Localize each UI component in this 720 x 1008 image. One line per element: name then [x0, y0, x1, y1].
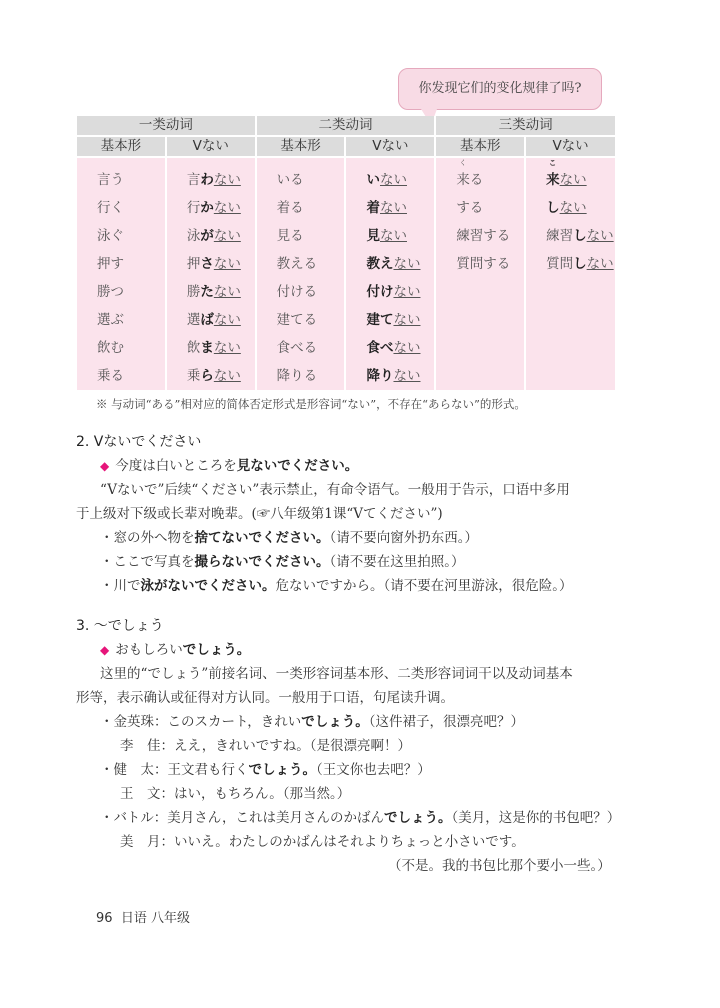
nai-form-cell — [345, 222, 435, 250]
nai-suffix — [214, 172, 241, 188]
text-segment: 3. ～でしょう — [76, 618, 164, 634]
book-title: 日语 八年级 — [120, 911, 190, 926]
nai-suffix — [380, 200, 407, 216]
text-segment: 于上级对下级或长辈对晚辈。(☞八年级第1课“Vてください”) — [76, 506, 443, 522]
stem — [187, 200, 201, 216]
base-form-text: 押す — [97, 256, 124, 272]
text-segment: ・川で — [100, 578, 141, 594]
changed-part — [200, 312, 214, 328]
section-heading — [76, 433, 201, 451]
changed-part-text: 着 — [366, 200, 380, 216]
base-form-cell — [76, 157, 166, 194]
text-segment: ・ここで写真を — [100, 554, 195, 570]
stem — [187, 228, 201, 244]
nai-form-cell — [525, 250, 615, 278]
changed-part-text: 降り — [366, 368, 394, 384]
grammar-highlight: 捨てないでください。 — [194, 530, 330, 546]
stem — [187, 256, 201, 272]
grammar-highlight: でしょう。 — [384, 810, 452, 826]
base-form-text: 行く — [97, 200, 124, 216]
nai-form-cell — [525, 334, 615, 362]
base-form-cell — [435, 250, 525, 278]
base-form — [97, 228, 124, 244]
base-form-cell — [435, 157, 525, 194]
text-segment: 今度は白いところを — [115, 458, 237, 474]
text-line — [100, 761, 431, 779]
changed-part-text: ま — [200, 340, 214, 356]
base-form — [97, 368, 124, 384]
nai-suffix — [587, 228, 614, 244]
nai-suffix-text: ない — [379, 172, 407, 188]
nai-form-cell — [345, 278, 435, 306]
text-segment: ・バトル：美月さん，これは美月さんのかばん — [100, 810, 385, 826]
stem-text: 飲 — [186, 340, 201, 356]
base-form-cell — [435, 278, 525, 306]
base-form-cell — [256, 157, 346, 194]
text-segment: （不是。我的书包比那个要小一些。） — [388, 858, 611, 874]
changed-part — [200, 172, 214, 188]
stem-text: 行 — [186, 200, 201, 216]
text-segment: 形等，表示确认或征得对方认同。一般用于口语，句尾读升调。 — [76, 690, 454, 706]
base-form-cell — [76, 334, 166, 362]
nai-suffix-text: ない — [393, 312, 421, 328]
changed-part-text: い — [366, 172, 380, 188]
base-form-cell — [435, 362, 525, 390]
changed-part — [366, 340, 393, 356]
table-row — [76, 250, 615, 278]
changed-part — [573, 228, 587, 244]
subheader: 基本形 — [76, 136, 166, 157]
base-form-text: 質問する — [456, 256, 511, 272]
stem-text: 選 — [186, 312, 201, 328]
subheader-row — [76, 136, 615, 157]
stem-text: 練習 — [546, 228, 574, 244]
footnote: ※ 与动词“ある”相对应的简体否定形式是形容词“ない”，不存在“あらない”的形式。 — [96, 397, 526, 411]
stem — [546, 256, 573, 272]
text-segment: 这里的“でしょう”前接名词、一类形容词基本形、二类形容词词干以及动词基本 — [100, 666, 573, 682]
changed-part — [200, 228, 214, 244]
text-segment: “Vないで”后续“ください”表示禁止，有命令语气。一般用于告示，口语中多用 — [100, 482, 570, 498]
nai-suffix — [393, 312, 420, 328]
base-form-cell — [76, 362, 166, 390]
nai-suffix-text: ない — [559, 200, 587, 216]
text-line — [100, 641, 250, 659]
nai-form-cell — [166, 362, 256, 390]
changed-part — [200, 340, 214, 356]
base-form — [277, 172, 304, 188]
stem-text: 言 — [186, 172, 201, 188]
base-form-cell — [435, 306, 525, 334]
nai-suffix — [560, 200, 587, 216]
changed-part — [366, 228, 380, 244]
changed-part — [366, 284, 393, 300]
text-segment: （请不要向窗外扔东西。） — [329, 530, 478, 546]
base-form — [97, 284, 124, 300]
nai-suffix — [393, 284, 420, 300]
nai-suffix-text: ない — [213, 312, 241, 328]
nai-suffix-text: ない — [559, 172, 587, 188]
stem-text: 泳 — [186, 228, 201, 244]
text-segment: 王 文：はい，もちろん。（那当然。） — [120, 786, 351, 802]
table-row — [76, 362, 615, 390]
changed-part-text: 食べ — [366, 340, 394, 356]
nai-form-cell — [525, 362, 615, 390]
changed-part — [366, 312, 393, 328]
subheader: 基本形 — [435, 136, 525, 157]
changed-part — [573, 256, 587, 272]
nai-suffix — [393, 368, 420, 384]
base-form-cell — [256, 278, 346, 306]
text-line — [100, 577, 573, 595]
base-form — [277, 284, 318, 300]
changed-part — [200, 284, 214, 300]
stem — [187, 368, 201, 384]
changed-part — [200, 200, 214, 216]
base-form — [456, 228, 510, 244]
text-line — [120, 737, 411, 755]
nai-suffix — [214, 340, 241, 356]
nai-suffix — [560, 172, 587, 188]
changed-part-text: 付け — [366, 284, 394, 300]
nai-suffix-text: ない — [213, 340, 241, 356]
changed-part-text: わ — [200, 172, 214, 188]
changed-part-text: 見 — [366, 228, 380, 244]
nai-suffix-text: ない — [586, 256, 614, 272]
changed-part-text: 教え — [366, 256, 394, 272]
base-form-cell — [256, 362, 346, 390]
page-footer — [96, 910, 190, 928]
changed-part-text: し — [573, 228, 587, 244]
nai-form-cell — [166, 157, 256, 194]
grammar-highlight: でしょう。 — [182, 642, 251, 658]
nai-suffix-text: ない — [379, 200, 407, 216]
nai-suffix-text: ない — [213, 284, 241, 300]
base-form-text: 建てる — [276, 312, 318, 328]
text-segment: 2. Vないでください — [76, 434, 202, 450]
group-header: 三类动词 — [435, 116, 615, 136]
base-form-text: 選ぶ — [97, 312, 124, 328]
base-form — [456, 256, 510, 272]
base-form — [97, 172, 124, 188]
table-row — [76, 278, 615, 306]
nai-suffix — [214, 368, 241, 384]
base-form-cell — [435, 194, 525, 222]
table-row — [76, 334, 615, 362]
changed-part-text: し — [573, 256, 587, 272]
nai-form-cell — [166, 194, 256, 222]
group-header: 一类动词 — [76, 116, 256, 136]
nai-suffix — [380, 172, 407, 188]
grammar-highlight: でしょう。 — [301, 714, 369, 730]
nai-suffix — [393, 340, 420, 356]
changed-part-text: か — [200, 200, 214, 216]
changed-part-text: さ — [200, 256, 214, 272]
nai-suffix — [380, 228, 407, 244]
base-form-cell — [76, 222, 166, 250]
stem — [187, 312, 201, 328]
text-line — [100, 529, 478, 547]
base-form-text: 泳ぐ — [97, 228, 124, 244]
text-segment: （请不要在这里拍照。） — [329, 554, 465, 570]
text-line — [100, 553, 465, 571]
base-form-text: 言う — [97, 172, 124, 188]
base-form — [277, 368, 318, 384]
changed-part-text: た — [200, 284, 214, 300]
text-line — [100, 457, 358, 475]
text-segment: ・金英珠：このスカート，きれい — [100, 714, 302, 730]
stem-text: 乗 — [186, 368, 201, 384]
nai-suffix-text: ない — [213, 368, 241, 384]
text-line — [100, 665, 573, 683]
stem — [187, 284, 201, 300]
base-form-text: いる — [276, 172, 304, 188]
page-number: 96 — [96, 911, 113, 926]
base-form-text: 付ける — [276, 284, 318, 300]
table-section — [75, 116, 615, 412]
base-form-cell — [435, 222, 525, 250]
base-form-text: 飲む — [97, 340, 124, 356]
base-form-text: 勝つ — [97, 284, 124, 300]
base-form — [277, 200, 304, 216]
base-form-cell — [256, 194, 346, 222]
subheader: Vない — [166, 136, 256, 157]
nai-suffix-text: ない — [586, 228, 614, 244]
nai-form-cell — [166, 222, 256, 250]
diamond-bullet-icon: ◆ — [100, 643, 110, 657]
nai-form-cell — [345, 250, 435, 278]
base-form-text: 来る — [456, 172, 484, 188]
nai-form-cell — [166, 334, 256, 362]
base-form — [97, 256, 124, 272]
text-segment: ・窓の外へ物を — [100, 530, 195, 546]
base-form-text: 食べる — [276, 340, 318, 356]
subheader: Vない — [525, 136, 615, 157]
base-form-cell — [76, 194, 166, 222]
changed-part — [546, 159, 560, 189]
base-form — [277, 228, 304, 244]
nai-suffix — [587, 256, 614, 272]
stem-text: 勝 — [186, 284, 201, 300]
grammar-highlight: 撮らないでください。 — [194, 554, 330, 570]
base-form-cell — [76, 306, 166, 334]
nai-suffix-text: ない — [393, 340, 421, 356]
furigana: く — [459, 159, 467, 167]
nai-form-cell — [345, 306, 435, 334]
nai-form-cell — [345, 334, 435, 362]
base-form-cell — [76, 278, 166, 306]
changed-part — [200, 256, 214, 272]
nai-form-cell — [525, 306, 615, 334]
base-form-text: する — [456, 200, 484, 216]
text-segment: （王文你也去吧？） — [316, 762, 431, 778]
nai-form-cell — [166, 278, 256, 306]
nai-form-cell — [525, 278, 615, 306]
changed-part-text: 来 — [546, 172, 560, 188]
nai-suffix — [214, 256, 241, 272]
text-line — [120, 833, 525, 851]
changed-part — [200, 368, 214, 384]
nai-suffix-text: ない — [393, 256, 421, 272]
nai-suffix-text: ない — [213, 172, 241, 188]
furigana: こ — [549, 159, 557, 167]
verb-conjugation-table — [75, 116, 615, 390]
nai-form-cell — [525, 194, 615, 222]
text-segment: 危ないですから。（请不要在河里游泳，很危险。） — [275, 578, 573, 594]
base-form-cell — [256, 306, 346, 334]
nai-suffix-text: ない — [393, 284, 421, 300]
text-line — [100, 809, 620, 827]
nai-form-cell — [525, 157, 615, 194]
grammar-highlight: でしょう。 — [248, 762, 316, 778]
base-form — [97, 340, 124, 356]
diamond-bullet-icon: ◆ — [100, 459, 110, 473]
text-segment: （美月，这是你的书包吧？） — [451, 810, 621, 826]
text-segment: 美 月：いいえ。わたしのかばんはそれよりちょっと小さいです。 — [120, 834, 525, 850]
base-form-text: 練習する — [456, 228, 511, 244]
text-line — [100, 481, 570, 499]
text-line — [120, 785, 350, 803]
base-form-text: 教える — [276, 256, 318, 272]
base-form-text: 着る — [276, 200, 304, 216]
text-segment: ・健 太：王文君も行く — [100, 762, 249, 778]
base-form — [456, 159, 484, 189]
base-form — [277, 340, 318, 356]
base-form-cell — [256, 334, 346, 362]
base-form — [456, 200, 483, 216]
section-heading — [76, 617, 164, 635]
text-line — [100, 713, 524, 731]
text-line — [76, 689, 454, 707]
bubble-text: 你发现它们的变化规律了吗? — [418, 81, 582, 96]
text-segment: 李 佳：ええ，きれいですね。（是很漂亮啊！） — [120, 738, 412, 754]
nai-suffix — [214, 312, 241, 328]
base-form-text: 降りる — [276, 368, 318, 384]
table-row — [76, 306, 615, 334]
text-segment: （这件裙子，很漂亮吧？） — [368, 714, 525, 730]
nai-suffix-text: ない — [379, 228, 407, 244]
changed-part-text: ら — [200, 368, 214, 384]
subheader: 基本形 — [256, 136, 346, 157]
changed-part — [366, 172, 380, 188]
stem — [187, 340, 201, 356]
base-form-cell — [256, 250, 346, 278]
group-header-row — [76, 116, 615, 136]
group-header: 二类动词 — [256, 116, 436, 136]
changed-part-text: が — [200, 228, 214, 244]
changed-part-text: 建て — [366, 312, 394, 328]
subheader: Vない — [345, 136, 435, 157]
text-segment: おもしろい — [115, 642, 183, 658]
changed-part — [366, 200, 380, 216]
base-form-text: 見る — [276, 228, 304, 244]
changed-part — [366, 368, 393, 384]
nai-form-cell — [345, 157, 435, 194]
text-line — [76, 505, 443, 523]
nai-suffix-text: ない — [213, 256, 241, 272]
nai-suffix — [214, 200, 241, 216]
nai-form-cell — [345, 194, 435, 222]
nai-form-cell — [525, 222, 615, 250]
base-form — [97, 312, 124, 328]
changed-part — [366, 256, 393, 272]
nai-suffix — [214, 228, 241, 244]
nai-form-cell — [166, 306, 256, 334]
nai-form-cell — [345, 362, 435, 390]
nai-suffix-text: ない — [393, 368, 421, 384]
nai-suffix-text: ない — [213, 228, 241, 244]
base-form-cell — [76, 250, 166, 278]
base-form — [97, 200, 124, 216]
nai-suffix — [393, 256, 420, 272]
table-row — [76, 194, 615, 222]
table-row — [76, 222, 615, 250]
text-line — [388, 857, 611, 875]
base-form-text: 乗る — [97, 368, 124, 384]
grammar-highlight: 泳がないでください。 — [140, 578, 276, 594]
table-row — [76, 157, 615, 194]
base-form-cell — [435, 334, 525, 362]
changed-part-text: し — [546, 200, 560, 216]
base-form-cell — [256, 222, 346, 250]
stem — [187, 172, 201, 188]
base-form — [277, 312, 318, 328]
nai-form-cell — [166, 250, 256, 278]
nai-suffix — [214, 284, 241, 300]
changed-part-text: ば — [200, 312, 214, 328]
changed-part — [546, 200, 560, 216]
speech-bubble — [398, 68, 602, 110]
base-form — [277, 256, 318, 272]
stem-text: 質問 — [546, 256, 574, 272]
grammar-highlight: 見ないでください。 — [236, 458, 359, 474]
stem-text: 押 — [186, 256, 201, 272]
stem — [546, 228, 573, 244]
nai-suffix-text: ない — [213, 200, 241, 216]
